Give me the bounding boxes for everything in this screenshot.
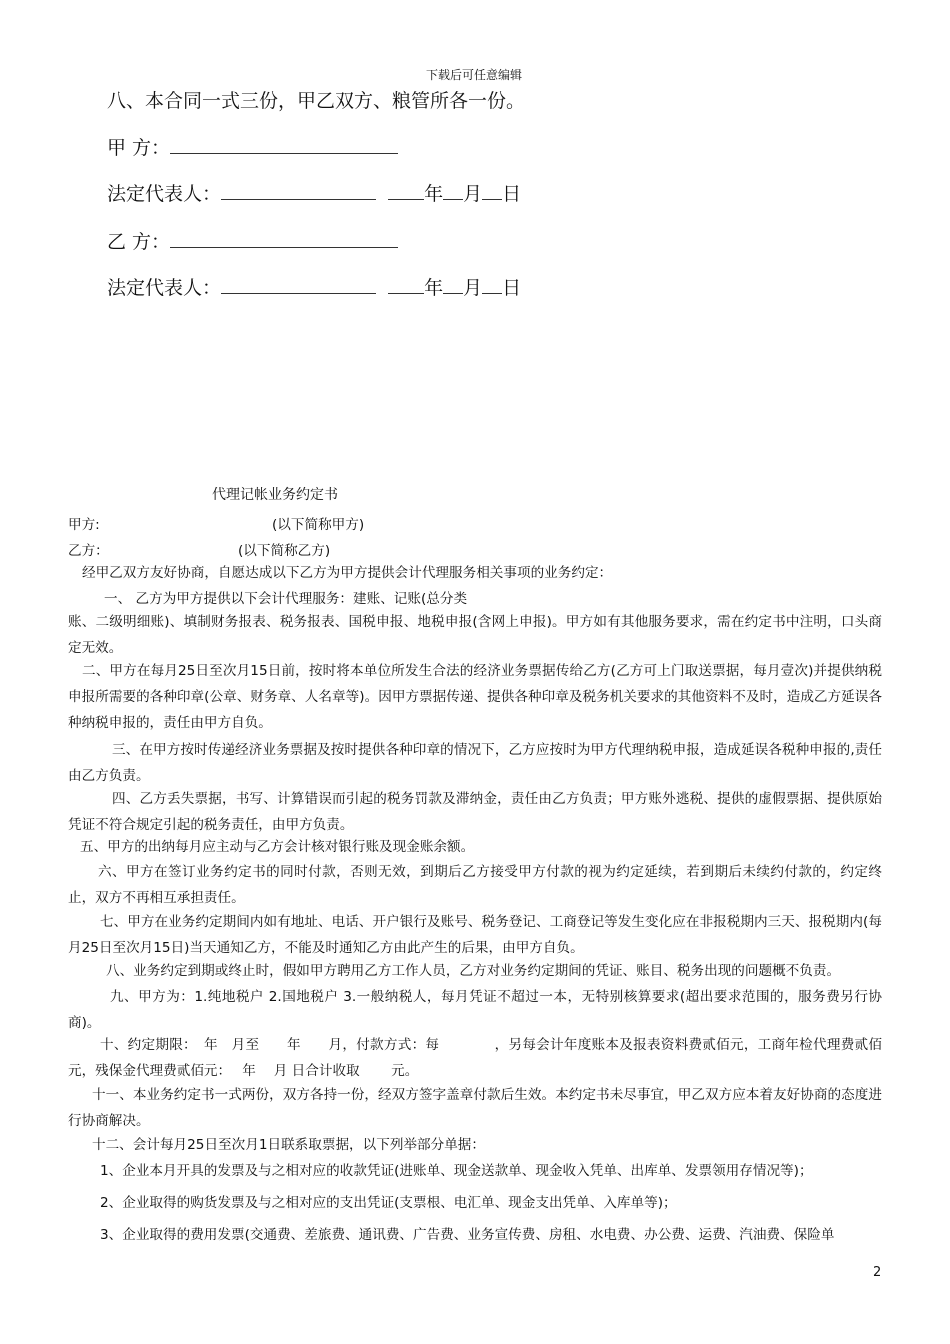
contract-clause-8: 八、本合同一式三份，甲乙双方、粮管所各一份。 xyxy=(107,90,526,112)
clause-11: 十一、本业务约定书一式两份，双方各持一份，经双方签字盖章付款后生效。本约定书未尽事宜，甲乙双方应本着友好协商的态度进行协商解决。 xyxy=(68,1087,882,1129)
clause-1-line1: 一、 乙方为甲方提供以下会计代理服务：建账、记账(总分类 xyxy=(104,591,468,607)
party-a-note: (以下简称甲方) xyxy=(272,517,365,533)
list-item-3: 3、企业取得的费用发票(交通费、差旅费、通讯费、广告费、业务宣传费、房租、水电费、办公费、运费、汽油费、保险单 xyxy=(100,1227,835,1243)
party-b-label: 乙 方： xyxy=(107,231,171,253)
clause-3: 三、在甲方按时传递经济业务票据及按时提供各种印章的情况下，乙方应按时为甲方代理纳税申报，造成延误各税种申报的,责任由乙方负责。 xyxy=(68,742,882,784)
month-label: 月 xyxy=(463,277,483,299)
clause-1-line2: 账、二级明细账)、填制财务报表、税务报表、国税申报、地税申报(含网上申报)。甲方如有其他服务要求，需在约定书中注明，口头商定无效。 xyxy=(68,614,882,656)
rep-a-line xyxy=(107,179,521,206)
list-item-2: 2、企业取得的购货发票及与之相对应的支出凭证(支票根、电汇单、现金支出凭单、入库单等)； xyxy=(100,1195,677,1211)
year-label: 年 xyxy=(424,277,444,299)
party-a-blank xyxy=(170,135,398,154)
party-b-label: 乙方： xyxy=(68,543,109,559)
clause-12: 十二、会计每月25日至次月1日联系取票据，以下列举部分单据： xyxy=(92,1137,485,1153)
rep-b-line xyxy=(107,273,521,300)
day-label: 日 xyxy=(502,277,522,299)
page-number: 2 xyxy=(873,1265,882,1280)
party-a-line xyxy=(107,133,398,160)
clause-9: 九、甲方为：1.纯地税户 2.国地税户 3.一般纳税人，每月凭证不超过一本，无特别核算要求(超出要求范围的，服务费另行协商)。 xyxy=(68,989,882,1031)
month-blank xyxy=(443,181,463,200)
clause-8: 八、业务约定到期或终止时，假如甲方聘用乙方工作人员，乙方对业务约定期间的凭证、账目、税务出现的问题概不负责。 xyxy=(106,963,841,979)
clause-2: 二、甲方在每月25日至次月15日前，按时将本单位所发生合法的经济业务票据传给乙方(乙方可上门取送票据，每月壹次)并提供纳税申报所需要的各种印章(公章、财务章、人名章等)。因甲方票据传递、提供各种印章及税务机关要求的其他资料不及时，造成乙方延误各种纳税申报的，责任由甲方自负。 xyxy=(68,663,882,731)
intro-paragraph: 经甲乙双方友好协商，自愿达成以下乙方为甲方提供会计代理服务相关事项的业务约定： xyxy=(82,565,613,581)
clause-7: 七、甲方在业务约定期间内如有地址、电话、开户银行及账号、税务登记、工商登记等发生变化应在非报税期内三天、报税期内(每月25日至次月15日)当天通知乙方，不能及时通知乙方由此产生的后果，由甲方自负。 xyxy=(68,914,882,956)
rep-a-blank xyxy=(221,181,376,200)
agreement-title: 代理记帐业务约定书 xyxy=(212,487,338,503)
clause-6: 六、甲方在签订业务约定书的同时付款，否则无效，到期后乙方接受甲方付款的视为约定延续，若到期后未续约付款的，约定终止，双方不再相互承担责任。 xyxy=(68,864,882,906)
month-blank xyxy=(443,275,463,294)
day-blank xyxy=(482,181,502,200)
month-label: 月 xyxy=(463,183,483,205)
rep-b-blank xyxy=(221,275,376,294)
day-blank xyxy=(482,275,502,294)
party-a-label: 甲方: xyxy=(68,517,100,533)
rep-b-label: 法定代表人： xyxy=(107,277,222,299)
year-blank xyxy=(388,275,424,294)
party-a-label: 甲 方： xyxy=(107,137,171,159)
party-b-line xyxy=(107,227,398,254)
page-header: 下载后可任意编辑 xyxy=(426,68,523,82)
year-blank xyxy=(388,181,424,200)
clause-5: 五、甲方的出纳每月应主动与乙方会计核对银行账及现金账余额。 xyxy=(80,839,475,855)
year-label: 年 xyxy=(424,183,444,205)
rep-a-label: 法定代表人： xyxy=(107,183,222,205)
list-item-1: 1、企业本月开具的发票及与之相对应的收款凭证(进账单、现金送款单、现金收入凭单、出库单、发票领用存情况等)； xyxy=(100,1163,813,1179)
day-label: 日 xyxy=(502,183,522,205)
party-b-note: (以下简称乙方) xyxy=(238,543,331,559)
clause-10: 十、约定期限： 年 月至 年 月，付款方式：每 ，另每会计年度账本及报表资料费贰佰元，工商年检代理费贰佰元，残保金代理费贰佰元： 年 月 日合计收取 元。 xyxy=(68,1037,882,1079)
party-b-blank xyxy=(170,229,398,248)
clause-4: 四、乙方丢失票据，书写、计算错误而引起的税务罚款及滞纳金，责任由乙方负责；甲方账外逃税、提供的虚假票据、提供原始凭证不符合规定引起的税务责任，由甲方负责。 xyxy=(68,791,882,833)
